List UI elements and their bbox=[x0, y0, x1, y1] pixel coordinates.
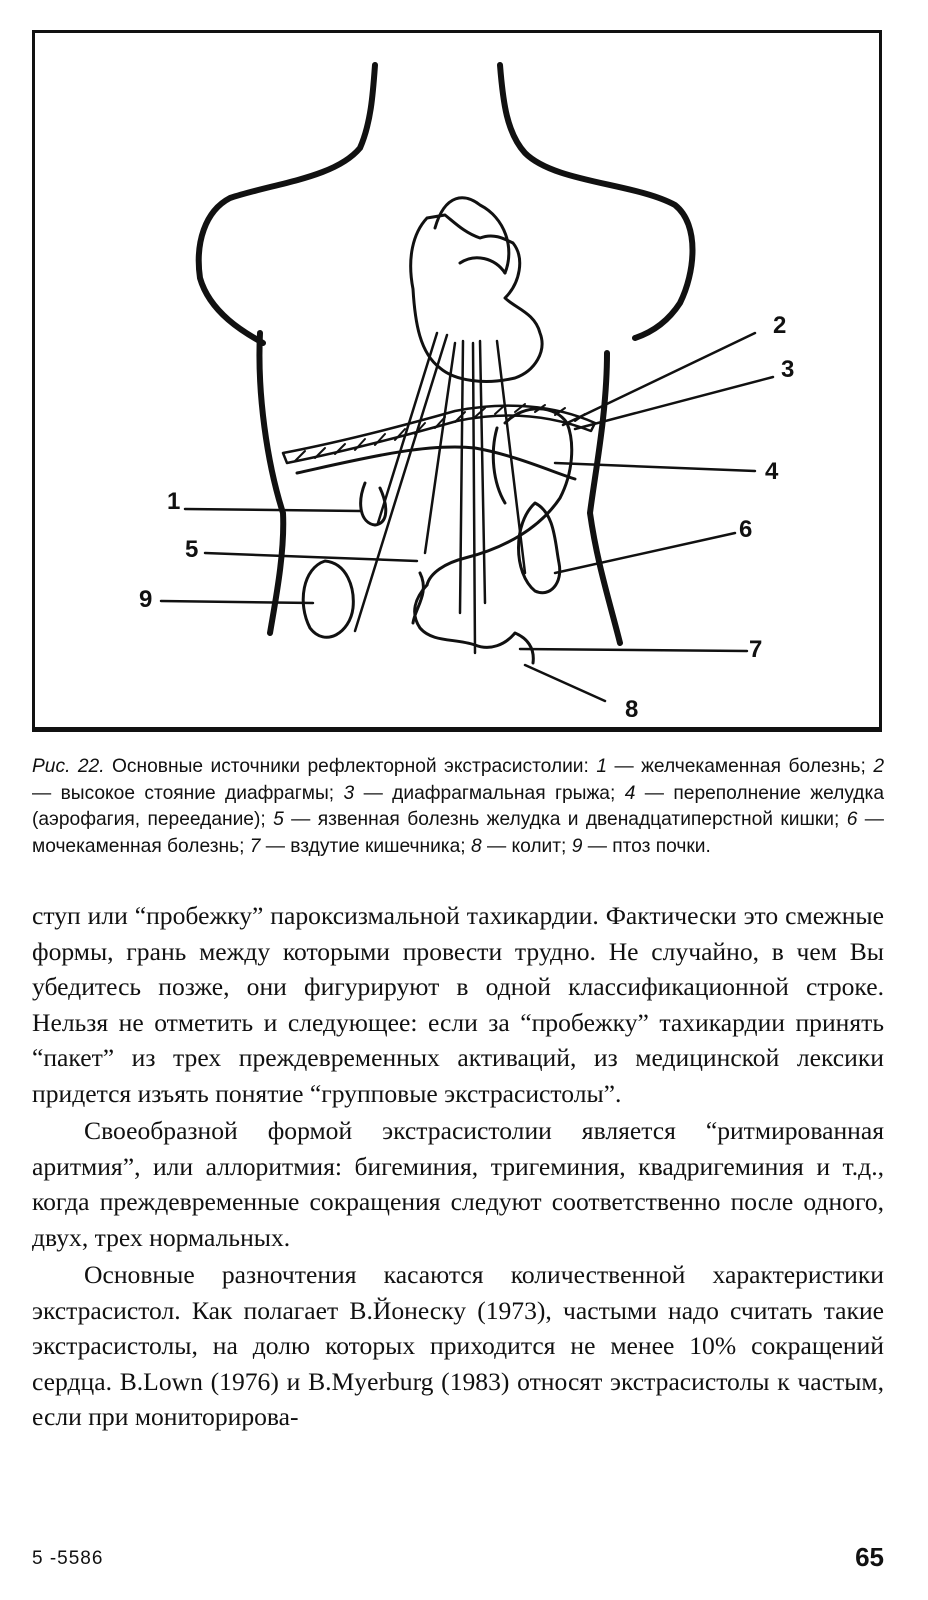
printer-signature: 5 -5586 bbox=[32, 1548, 104, 1569]
anatomy-illustration bbox=[35, 33, 879, 727]
caption-item-num: 8 bbox=[470, 835, 482, 857]
caption-item-num: 6 bbox=[846, 809, 858, 830]
caption-item-num: 2 bbox=[873, 756, 884, 777]
stomach bbox=[427, 409, 572, 585]
caption-item-text: — мочекаменная болезнь; bbox=[32, 809, 884, 857]
figure-reference: Рис. 22. bbox=[32, 756, 105, 777]
figure-caption bbox=[32, 754, 884, 860]
kidney-left bbox=[303, 561, 353, 637]
figure-label-3: 3 bbox=[781, 356, 795, 383]
figure-frame bbox=[32, 30, 882, 732]
paragraph-1: ступ или “пробежку” пароксизмальной тахикардии. Фактически это смежные формы, грань между которыми провести трудно. Не случайно, в чем Вы убедитесь позже, они фигурируют в одной классификационной строке. Нельзя не отметить и следующее: если за “пробежку” тахикардии принять “пакет” из трех преждевременных активаций, из медицинской лексики придется изъять понятие “групповые экстрасистолы”. bbox=[32, 901, 884, 1108]
caption-item-text: — высокое стояние диафрагмы; bbox=[32, 782, 344, 804]
torso-right-side bbox=[590, 353, 620, 643]
figure-label-4: 4 bbox=[765, 458, 779, 485]
caption-item-num: 3 bbox=[343, 782, 355, 804]
label-pointers bbox=[161, 333, 773, 701]
figure-label-1: 1 bbox=[167, 488, 181, 515]
figure-label-9: 9 bbox=[139, 586, 153, 613]
caption-item-text: — диафрагмальная грыжа; bbox=[354, 782, 625, 804]
page-number: 65 bbox=[855, 1542, 884, 1572]
gallbladder bbox=[361, 483, 386, 525]
caption-item-text: — язвенная болезнь желудка и двенадцатиперстной кишки; bbox=[283, 809, 847, 830]
figure-label-5: 5 bbox=[185, 536, 199, 563]
caption-item-text: — вздутие кишечника; bbox=[260, 835, 471, 857]
torso-left-side bbox=[259, 333, 283, 633]
torso-left-outline bbox=[199, 65, 375, 343]
caption-item-num: 7 bbox=[249, 835, 261, 857]
caption-item-text: — птоз почки. bbox=[582, 835, 711, 857]
caption-item-num: 1 bbox=[596, 756, 607, 777]
kidney-right bbox=[519, 503, 560, 593]
caption-item-text: — желчекаменная болезнь; bbox=[606, 756, 874, 777]
caption-item-num: 5 bbox=[273, 809, 284, 830]
paragraph-3: Основные разночтения касаются количественной характеристики экстрасистол. Как полагает В.Йонеску (1973), частыми надо считать такие экстрасистолы, на долю которых приходится не менее 10% сокращений сердца. B.Lown (1976) и B.Myerburg (1983) относят экстрасистолы к частым, если при мониторирова- bbox=[32, 1260, 884, 1431]
caption-item-text: — колит; bbox=[481, 835, 572, 857]
caption-item-num: 4 bbox=[624, 782, 636, 804]
body-text bbox=[32, 898, 884, 1435]
caption-title: Основные источники рефлекторной экстрасистолии: bbox=[104, 756, 597, 777]
figure-label-2: 2 bbox=[773, 312, 787, 339]
caption-item-text: — переполнение желудка (аэрофагия, переедание); bbox=[32, 782, 884, 830]
figure-label-6: 6 bbox=[739, 516, 753, 543]
caption-item-num: 9 bbox=[571, 835, 583, 857]
figure-label-8: 8 bbox=[625, 696, 639, 723]
torso-right-outline bbox=[500, 65, 693, 338]
figure-label-7: 7 bbox=[749, 636, 763, 663]
paragraph-2: Своеобразной формой экстрасистолии является “ритмированная аритмия”, или аллоритмия: бигеминия, тригеминия, квадригеминия и т.д., когда преждевременные сокращения следуют соответственно после одного, двух, трех нормальных. bbox=[32, 1116, 884, 1252]
